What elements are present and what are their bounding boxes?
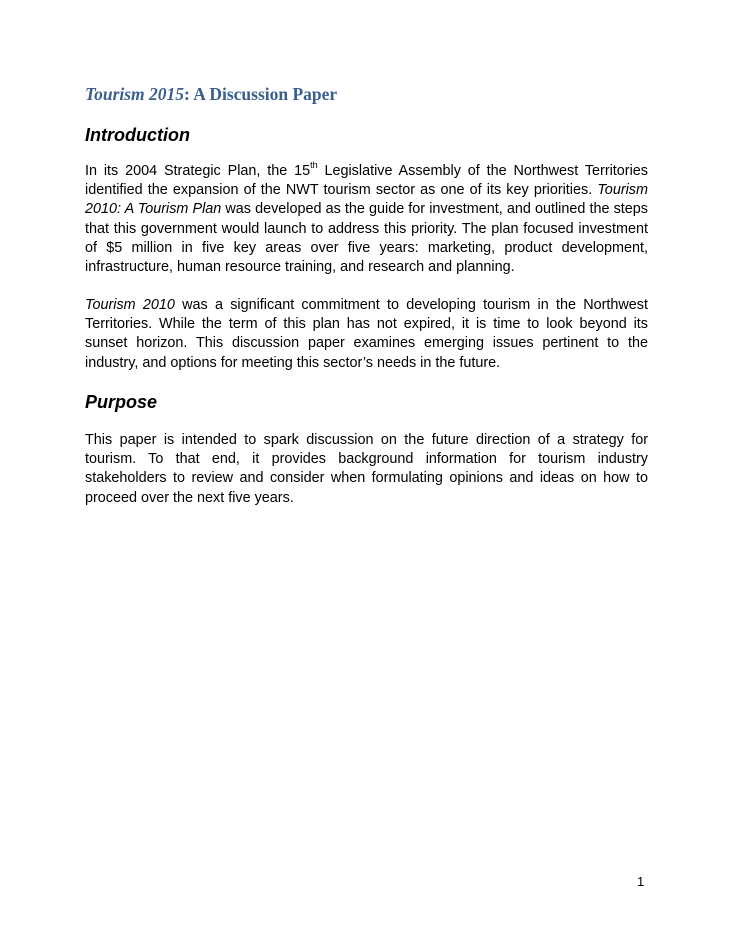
introduction-paragraph-1 (85, 162, 648, 277)
ordinal-superscript: th (310, 160, 318, 171)
document-title-italic: Tourism 2015 (85, 84, 185, 104)
paragraph-text: In its 2004 Strategic Plan, the 15 (85, 163, 311, 179)
page-number: 1 (637, 874, 645, 889)
purpose-paragraph: This paper is intended to spark discussion on the future direction of a strategy for tourism. To that end, it provides background information for tourism industry stakeholders to review and consider when formulating opinions and ideas on how to proceed over the next five years. (85, 432, 648, 506)
section-heading-purpose: Purpose (85, 392, 158, 412)
plan-title-italic: Tourism 2010 (85, 297, 175, 313)
introduction-paragraph-2 (85, 296, 648, 373)
document-title-rest: : A Discussion Paper (184, 84, 338, 104)
paragraph-text: was developed as the guide for investment, and outlined the steps that this government would launch to address this priority. The plan focused investment of $5 million in five key areas over five years: marketing, product development, infrastructure, human resource training, and research and planning. (85, 201, 648, 276)
plan-title-italic: Tourism 2010: A Tourism Plan (85, 182, 648, 218)
paragraph-text: Legislative Assembly of the Northwest Territories identified the expansion of the NWT tourism sector as one of its key priorities. (85, 163, 648, 199)
document-title (85, 84, 337, 105)
section-heading-introduction: Introduction (85, 125, 190, 145)
paragraph-text: was a significant commitment to developing tourism in the Northwest Territories. While the term of this plan has not expired, it is time to look beyond its sunset horizon. This discussion paper examines emerging issues pertinent to the industry, and options for meeting this sector’s needs in the future. (85, 297, 648, 371)
